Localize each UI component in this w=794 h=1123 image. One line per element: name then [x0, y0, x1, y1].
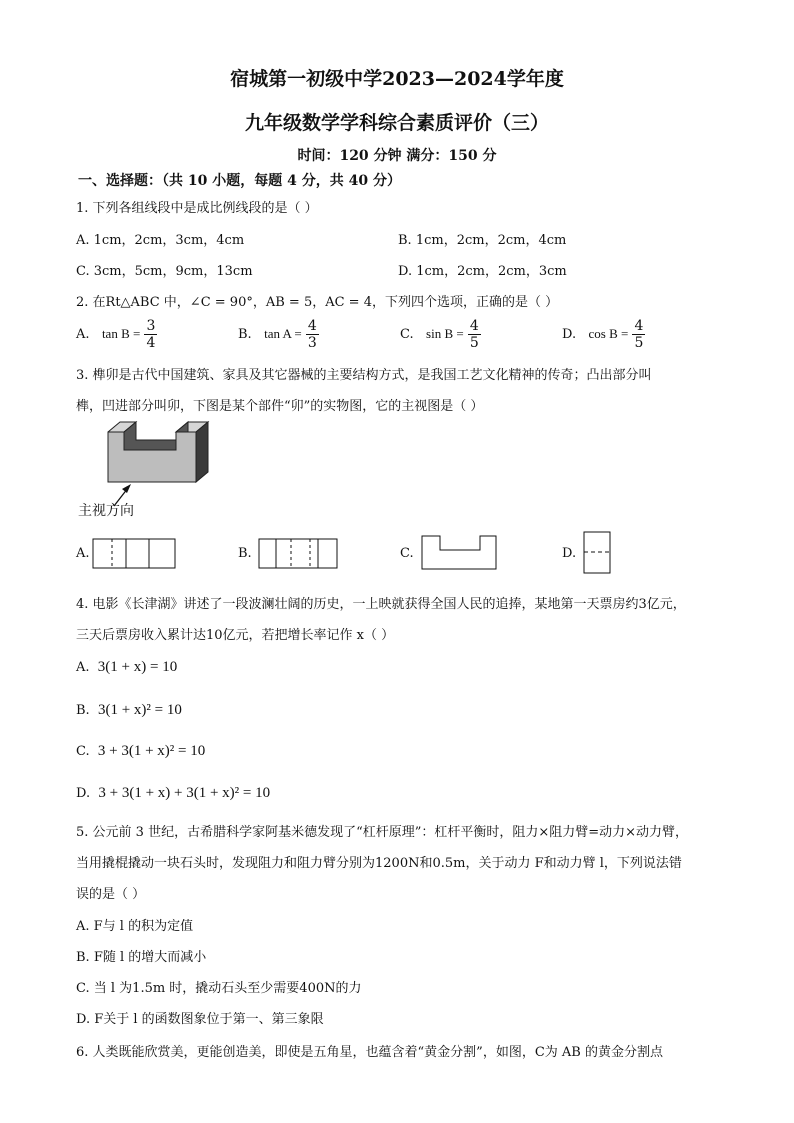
fraction-numerator: 4	[634, 318, 644, 334]
question-4-stem-line1: 4. 电影《长津湖》讲述了一段波澜壮阔的历史，一上映就获得全国人民的追捧，某地第一天票房约3亿元，	[76, 597, 686, 612]
q3-option-a-letter: A.	[76, 546, 90, 561]
q1-option-b: B. 1cm，2cm，2cm，4cm	[398, 233, 567, 248]
question-5-stem-line1: 5. 公元前 3 世纪，古希腊科学家阿基米德发现了“杠杆原理”：杠杆平衡时，阻力×阻力臂=动力×动力臂，	[76, 825, 689, 840]
u-shape-outline	[422, 536, 496, 569]
arrow-head	[122, 484, 131, 493]
fraction-numerator: 4	[469, 318, 479, 334]
q2-option-c	[400, 318, 481, 351]
section-heading: 一、选择题：（共 10 小题，每题 4 分，共 40 分）	[78, 173, 401, 189]
fraction-numerator: 3	[146, 318, 156, 334]
q3-option-b-letter: B.	[238, 546, 252, 561]
q5-option-c: C. 当 l 为1.5m 时，撬动石头至少需要400N的力	[76, 981, 362, 996]
view-outline	[93, 539, 175, 568]
q2-option-b-fraction	[306, 318, 319, 351]
view-outline	[259, 539, 337, 568]
q2-option-d-func: cos B =	[588, 326, 629, 341]
q4-option-c	[76, 743, 205, 760]
q5-option-d: D. F关于 l 的函数图象位于第一、第三象限	[76, 1012, 324, 1027]
view-direction-label: 主视方向	[78, 503, 134, 519]
q2-option-d	[562, 318, 645, 351]
q2-option-b	[238, 318, 319, 351]
fraction-denominator: 5	[634, 335, 644, 351]
mortise-right-face	[196, 422, 208, 482]
q2-option-d-letter: D.	[562, 327, 577, 342]
q2-option-d-fraction	[632, 318, 645, 351]
question-4-stem-line2: 三天后票房收入累计达10亿元，若把增长率记作 x（ ）	[76, 628, 395, 643]
q4-option-a-expr: 3(1 + x) = 10	[97, 659, 178, 675]
question-6-stem-line1: 6. 人类既能欣赏美，更能创造美，即使是五角星，也蕴含着“黄金分割”，如图，C为 AB 的黄金分割点	[76, 1045, 663, 1060]
question-5-stem-line2: 当用撬棍撬动一块石头时，发现阻力和阻力臂分别为1200N和0.5m，关于动力 F和动力臂 l，下列说法错	[76, 856, 682, 871]
q1-option-a: A. 1cm，2cm，3cm，4cm	[76, 233, 245, 248]
mortise-3d-figure	[100, 418, 215, 513]
q2-option-b-func: tan A =	[264, 326, 302, 341]
exam-time-info: 时间：120 分钟 满分：150 分	[297, 148, 497, 164]
q2-option-a-fraction	[144, 318, 157, 351]
q4-option-a	[76, 659, 177, 676]
q4-option-d-expr: 3 + 3(1 + x) + 3(1 + x)² = 10	[98, 785, 271, 801]
q3-option-b-figure	[258, 538, 340, 570]
q3-option-c-letter: C.	[400, 546, 414, 561]
q4-option-b-letter: B.	[76, 703, 90, 718]
q2-option-a-func: tan B =	[101, 326, 141, 341]
q4-option-c-expr: 3 + 3(1 + x)² = 10	[97, 743, 206, 759]
question-5-stem-line3: 误的是（ ）	[76, 887, 146, 902]
fraction-denominator: 4	[146, 335, 156, 351]
q2-option-c-letter: C.	[400, 327, 414, 342]
fraction-numerator: 4	[307, 318, 317, 334]
question-3-stem-line2: 榫，凹进部分叫卯，下图是某个部件“卯”的实物图，它的主视图是（ ）	[76, 399, 484, 414]
page-subtitle: 九年级数学学科综合素质评价（三）	[244, 112, 549, 134]
fraction-denominator: 5	[469, 335, 479, 351]
q2-option-a-letter: A.	[76, 327, 90, 342]
q2-option-a	[76, 318, 157, 351]
question-3-stem-line1: 3. 榫卯是古代中国建筑、家具及其它器械的主要结构方式，是我国工艺文化精神的传奇；凸出部分叫	[76, 368, 652, 383]
fraction-denominator: 3	[307, 335, 317, 351]
q4-option-b	[76, 702, 182, 719]
page-title: 宿城第一初级中学2023—2024学年度	[230, 68, 564, 90]
q1-option-c: C. 3cm，5cm，9cm，13cm	[76, 264, 253, 279]
q2-option-c-func: sin B =	[426, 326, 464, 341]
question-2-stem: 2. 在Rt△ABC 中，∠C = 90°，AB = 5，AC = 4，下列四个选项，正确的是（ ）	[76, 295, 559, 310]
q5-option-b: B. F随 l 的增大而减小	[76, 950, 207, 965]
q2-option-b-letter: B.	[238, 327, 252, 342]
question-1-stem: 1. 下列各组线段中是成比例线段的是（ ）	[76, 201, 318, 216]
q3-option-a-figure	[92, 538, 178, 570]
q5-option-a: A. F与 l 的积为定值	[76, 919, 194, 934]
q4-option-a-letter: A.	[76, 660, 90, 675]
q1-option-d: D. 1cm，2cm，2cm，3cm	[398, 264, 567, 279]
q4-option-d-letter: D.	[76, 786, 91, 801]
q3-option-c-figure	[420, 534, 500, 572]
q2-option-c-fraction	[468, 318, 481, 351]
q3-option-d-figure	[582, 530, 614, 576]
q3-option-d-letter: D.	[562, 546, 577, 561]
q4-option-d	[76, 785, 270, 802]
q4-option-b-expr: 3(1 + x)² = 10	[97, 702, 182, 718]
q4-option-c-letter: C.	[76, 744, 90, 759]
